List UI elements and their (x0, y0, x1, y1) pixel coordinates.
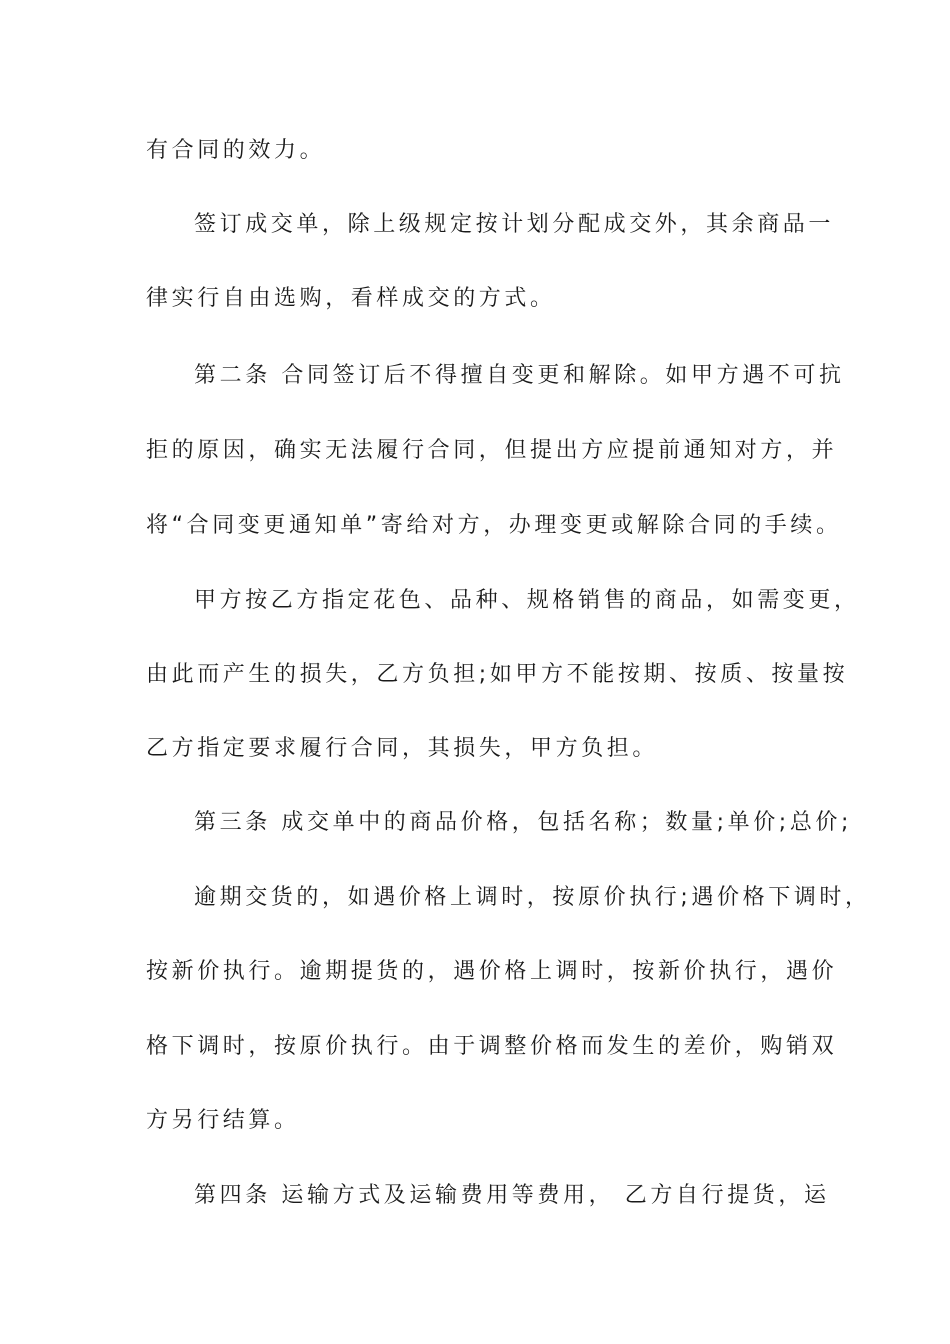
text-line-5: 拒的原因，确实无法履行合同，但提出方应提前通知对方，并 (146, 438, 838, 463)
text-line-4: 第二条 合同签订后不得擅自变更和解除。如甲方遇不可抗 (194, 363, 845, 388)
text-line-3: 律实行自由选购，看样成交的方式。 (146, 286, 556, 311)
text-line-8: 由此而产生的损失，乙方负担;如甲方不能按期、按质、按量按 (146, 662, 849, 687)
text-line-7: 甲方按乙方指定花色、品种、规格销售的商品，如需变更， (194, 588, 860, 613)
text-line-14: 方另行结算。 (146, 1108, 300, 1133)
text-line-1: 有合同的效力。 (146, 138, 326, 163)
text-line-2: 签订成交单，除上级规定按计划分配成交外，其余商品一 (194, 212, 835, 237)
text-line-12: 按新价执行。逾期提货的，遇价格上调时，按新价执行，遇价 (146, 959, 838, 984)
text-line-6: 将“合同变更通知单”寄给对方，办理变更或解除合同的手续。 (146, 513, 842, 538)
text-line-9: 乙方指定要求履行合同，其损失，甲方负担。 (146, 736, 659, 761)
text-line-11: 逾期交货的，如遇价格上调时，按原价执行;遇价格下调时， (194, 885, 871, 910)
text-line-13: 格下调时，按原价执行。由于调整价格而发生的差价，购销双 (146, 1034, 838, 1059)
text-line-15: 第四条 运输方式及运输费用等费用， 乙方自行提货，运 (194, 1183, 830, 1208)
text-line-10: 第三条 成交单中的商品价格，包括名称；数量;单价;总价; (194, 810, 853, 835)
